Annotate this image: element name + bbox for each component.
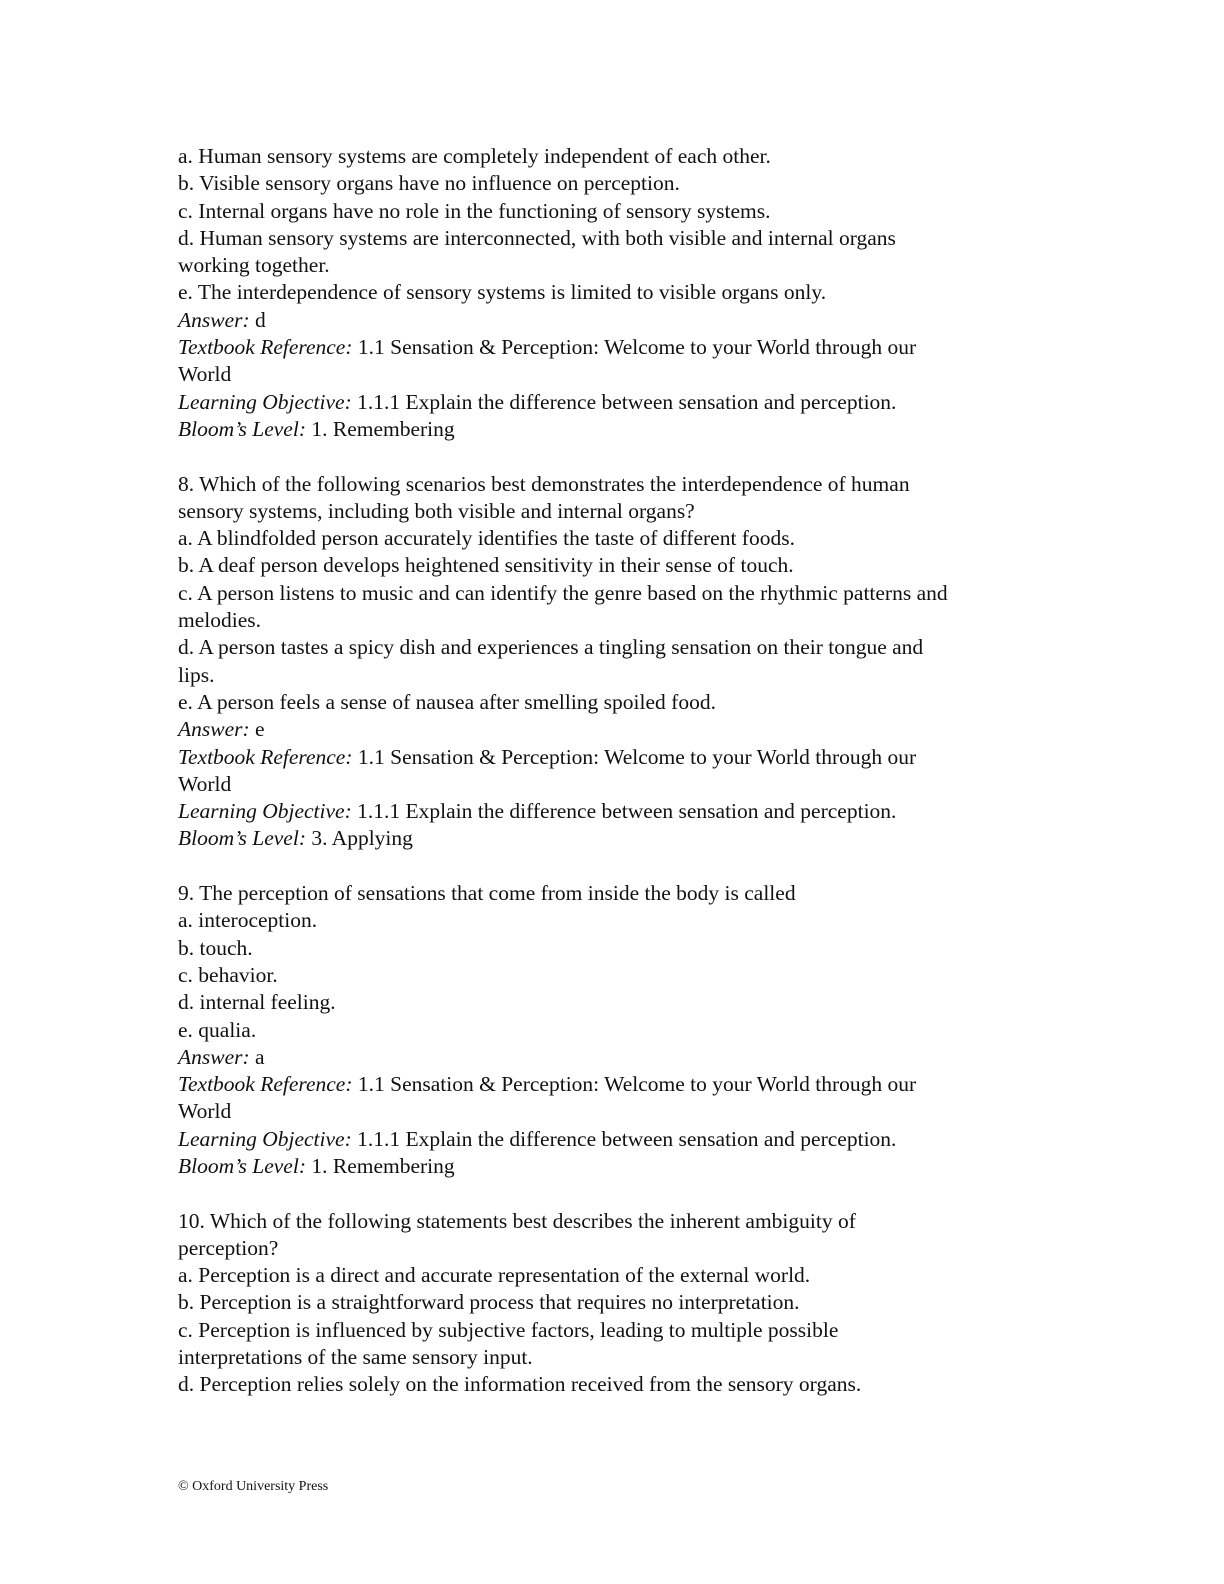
copyright-footer: © Oxford University Press <box>178 1479 329 1494</box>
bloom-label: Bloom’s Level: <box>178 826 306 851</box>
spacer <box>178 1180 1048 1207</box>
option-e: e. A person feels a sense of nausea after smelling spoiled food. <box>178 689 716 714</box>
question-7 <box>178 143 1048 443</box>
objective-label: Learning Objective: <box>178 799 352 824</box>
spacer <box>178 853 1048 880</box>
option-c: c. Perception is influenced by subjective factors, leading to multiple possible <box>178 1317 839 1342</box>
question-text: 10. Which of the following statements best describes the inherent ambiguity of <box>178 1208 856 1233</box>
answer-label: Answer: <box>178 717 250 742</box>
question-text: 8. Which of the following scenarios best demonstrates the interdependence of human <box>178 471 910 496</box>
option-a: a. A blindfolded person accurately identifies the taste of different foods. <box>178 526 795 551</box>
option-b: b. Visible sensory organs have no influence on perception. <box>178 171 680 196</box>
option-b: b. A deaf person develops heightened sensitivity in their sense of touch. <box>178 553 794 578</box>
page-content <box>178 143 1048 1399</box>
objective-line <box>178 1126 1048 1153</box>
bloom-label: Bloom’s Level: <box>178 1153 306 1178</box>
question-text: 9. The perception of sensations that come from inside the body is called <box>178 881 796 906</box>
question-8 <box>178 471 1048 853</box>
reference-cont: World <box>178 771 232 796</box>
bloom-value: 1. Remembering <box>311 1153 455 1178</box>
option-d: d. Human sensory systems are interconnected, with both visible and internal organs <box>178 225 896 250</box>
option-e: e. qualia. <box>178 1017 257 1042</box>
answer-value: a <box>255 1044 265 1069</box>
question-9 <box>178 880 1048 1180</box>
answer-label: Answer: <box>178 1044 250 1069</box>
option-c: c. behavior. <box>178 962 278 987</box>
answer-line <box>178 1044 1048 1071</box>
answer-line <box>178 716 1048 743</box>
answer-value: d <box>255 307 266 332</box>
objective-value: 1.1.1 Explain the difference between sensation and perception. <box>357 799 897 824</box>
reference-label: Textbook Reference: <box>178 744 353 769</box>
objective-label: Learning Objective: <box>178 389 352 414</box>
option-c-cont: melodies. <box>178 608 261 633</box>
objective-value: 1.1.1 Explain the difference between sensation and perception. <box>357 389 897 414</box>
option-d-cont: lips. <box>178 662 215 687</box>
option-c: c. A person listens to music and can identify the genre based on the rhythmic patterns and <box>178 580 948 605</box>
spacer <box>178 443 1048 470</box>
bloom-line <box>178 825 1048 852</box>
option-a: a. Perception is a direct and accurate representation of the external world. <box>178 1263 811 1288</box>
option-d-cont: working together. <box>178 253 330 278</box>
bloom-label: Bloom’s Level: <box>178 416 306 441</box>
reference-cont: World <box>178 362 232 387</box>
objective-line <box>178 389 1048 416</box>
answer-label: Answer: <box>178 307 250 332</box>
option-b: b. Perception is a straightforward process that requires no interpretation. <box>178 1290 800 1315</box>
reference-value: 1.1 Sensation & Perception: Welcome to your World through our <box>357 744 917 769</box>
option-d: d. Perception relies solely on the information received from the sensory organs. <box>178 1372 862 1397</box>
bloom-value: 1. Remembering <box>311 416 455 441</box>
reference-value: 1.1 Sensation & Perception: Welcome to your World through our <box>357 1072 917 1097</box>
answer-line <box>178 307 1048 334</box>
question-text-cont: perception? <box>178 1235 279 1260</box>
reference-value: 1.1 Sensation & Perception: Welcome to your World through our <box>357 335 917 360</box>
option-c: c. Internal organs have no role in the functioning of sensory systems. <box>178 198 771 223</box>
objective-label: Learning Objective: <box>178 1126 352 1151</box>
question-text-cont: sensory systems, including both visible and internal organs? <box>178 498 695 523</box>
reference-label: Textbook Reference: <box>178 1072 353 1097</box>
reference-cont: World <box>178 1099 232 1124</box>
bloom-line <box>178 1153 1048 1180</box>
reference-label: Textbook Reference: <box>178 335 353 360</box>
objective-line <box>178 798 1048 825</box>
option-d: d. internal feeling. <box>178 990 336 1015</box>
option-a: a. interoception. <box>178 908 318 933</box>
reference-line <box>178 1071 1048 1098</box>
reference-line <box>178 744 1048 771</box>
bloom-line <box>178 416 1048 443</box>
option-a: a. Human sensory systems are completely independent of each other. <box>178 144 771 168</box>
question-10 <box>178 1208 1048 1399</box>
answer-value: e <box>255 717 265 742</box>
option-d: d. A person tastes a spicy dish and experiences a tingling sensation on their tongue and <box>178 635 924 660</box>
option-e: e. The interdependence of sensory systems is limited to visible organs only. <box>178 280 827 305</box>
option-c-cont: interpretations of the same sensory input. <box>178 1345 533 1370</box>
bloom-value: 3. Applying <box>311 826 413 851</box>
option-b: b. touch. <box>178 935 253 960</box>
objective-value: 1.1.1 Explain the difference between sensation and perception. <box>357 1126 897 1151</box>
reference-line <box>178 334 1048 361</box>
